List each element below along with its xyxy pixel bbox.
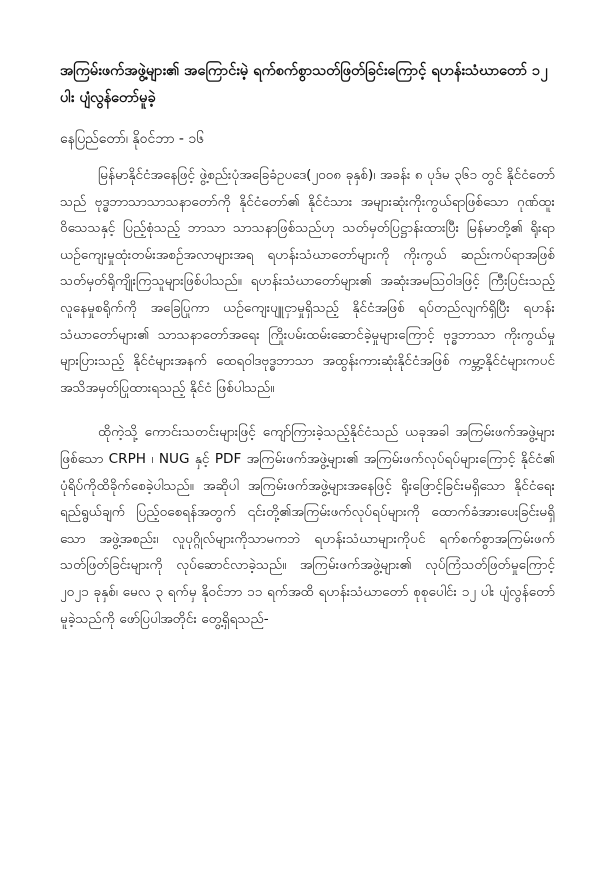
body-paragraph-1: မြန်မာနိုင်ငံအနေဖြင့် ဖွဲ့စည်းပုံအခြေခံဥပဒေ(၂၀၀၈ ခုနှစ်)၊ အခန်း ၈ ပုဒ်မ ၃၆၁ တွင် နိုင်ငံတော်သည် ဗုဒ္ဓဘာသာသာသနာတော်ကို နိုင်ငံတော်၏ နိုင်ငံသား အများဆုံးကိုးကွယ်ရာဖြစ်သော ဂုဏ်ထူးဝိသေသနှင့် ပြည့်စုံသည့် ဘာသာ သာသနာဖြစ်သည်ဟု သတ်မှတ်ပြဋ္ဌာန်းထားပြီး မြန်မာတို့၏ ရိုးရာယဉ်ကျေးမှုထုံးတမ်းအစဉ်အလာများအရ ရဟန်းသံဃာတော်များကို ကိုးကွယ် ဆည်းကပ်ရာအဖြစ် သတ်မှတ်ရိုကျိုးကြသူများဖြစ်ပါသည်။ ရဟန်းသံဃာတော်များ၏ အဆုံးအမသြဝါဒဖြင့် ကြီးပြင်းသည့် လူနေမှုစရိုက်ကို အခြေပြုကာ ယဉ်ကျေးပျူငှာမှုရှိသည့် နိုင်ငံအဖြစ် ရပ်တည်လျက်ရှိပြီး ရဟန်း သံဃာတော်များ၏ သာသနာတော်အရေး ကြိုးပမ်းထမ်းဆောင်ခဲ့မှုများကြောင့် ဗုဒ္ဓဘာသာ ကိုးကွယ်မှုများပြားသည့် နိုင်ငံများအနက် ထေရဝါဒဗုဒ္ဓဘာသာ အထွန်းကားဆုံးနိုင်ငံအဖြစ် ကမ္ဘာ့နိုင်ငံများကပင် အသိအမှတ်ပြုထားရသည့် နိုင်ငံ ဖြစ်ပါသည်။ — [60, 167, 555, 396]
dateline: နေပြည်တော်၊ နိုဝင်ဘာ - ၁၆ — [60, 131, 205, 147]
body-paragraph-2: ထိုကဲ့သို့ ကောင်းသတင်းများဖြင့် ကျော်ကြားခဲ့သည့်နိုင်ငံသည် ယခုအခါ အကြမ်းဖက်အဖွဲ့များဖြစ်သော CRPH ၊ NUG နှင့် PDF အကြမ်းဖက်အဖွဲ့များ၏ အကြမ်းဖက်လုပ်ရပ်များကြောင့် နိုင်ငံ၏ ပုံရိပ်ကိုထိခိုက်စေခဲ့ပါသည်။ အဆိုပါ အကြမ်းဖက်အဖွဲ့များအနေဖြင့် ရိုးဖြောင့်ခြင်းမရှိသော နိုင်ငံရေး ရည်ရွယ်ချက် ပြည့်ဝစေရန်အတွက် ၎င်းတို့၏အကြမ်းဖက်လုပ်ရပ်များကို ထောက်ခံအားပေးခြင်းမရှိသော အဖွဲ့အစည်း၊ လူပုဂ္ဂိုလ်များကိုသာမကဘဲ ရဟန်းသံဃာများကိုပင် ရက်စက်စွာအကြမ်းဖက်သတ်ဖြတ်ခြင်းများကို လုပ်ဆောင်လာခဲ့သည်။ အကြမ်းဖက်အဖွဲ့များ၏ လုပ်ကြံသတ်ဖြတ်မှုကြောင့် ၂၀၂၁ ခုနှစ်၊ မေလ ၃ ရက်မှ နိုဝင်ဘာ ၁၁ ရက်အထိ ရဟန်းသံဃာတော် စုစုပေါင်း ၁၂ ပါး ပျံလွန်တော်မူခဲ့သည်ကို ဖော်ပြပါအတိုင်း တွေ့ရှိရသည်- — [60, 424, 555, 627]
article-title: အကြမ်းဖက်အဖွဲ့များ၏ အကြောင်းမဲ့ ရက်စက်စွာသတ်ဖြတ်ခြင်းကြောင့် ရဟန်းသံဃာတော် ၁၂ ပါး ပျံလွန်တော်မူခဲ့ — [60, 63, 548, 106]
